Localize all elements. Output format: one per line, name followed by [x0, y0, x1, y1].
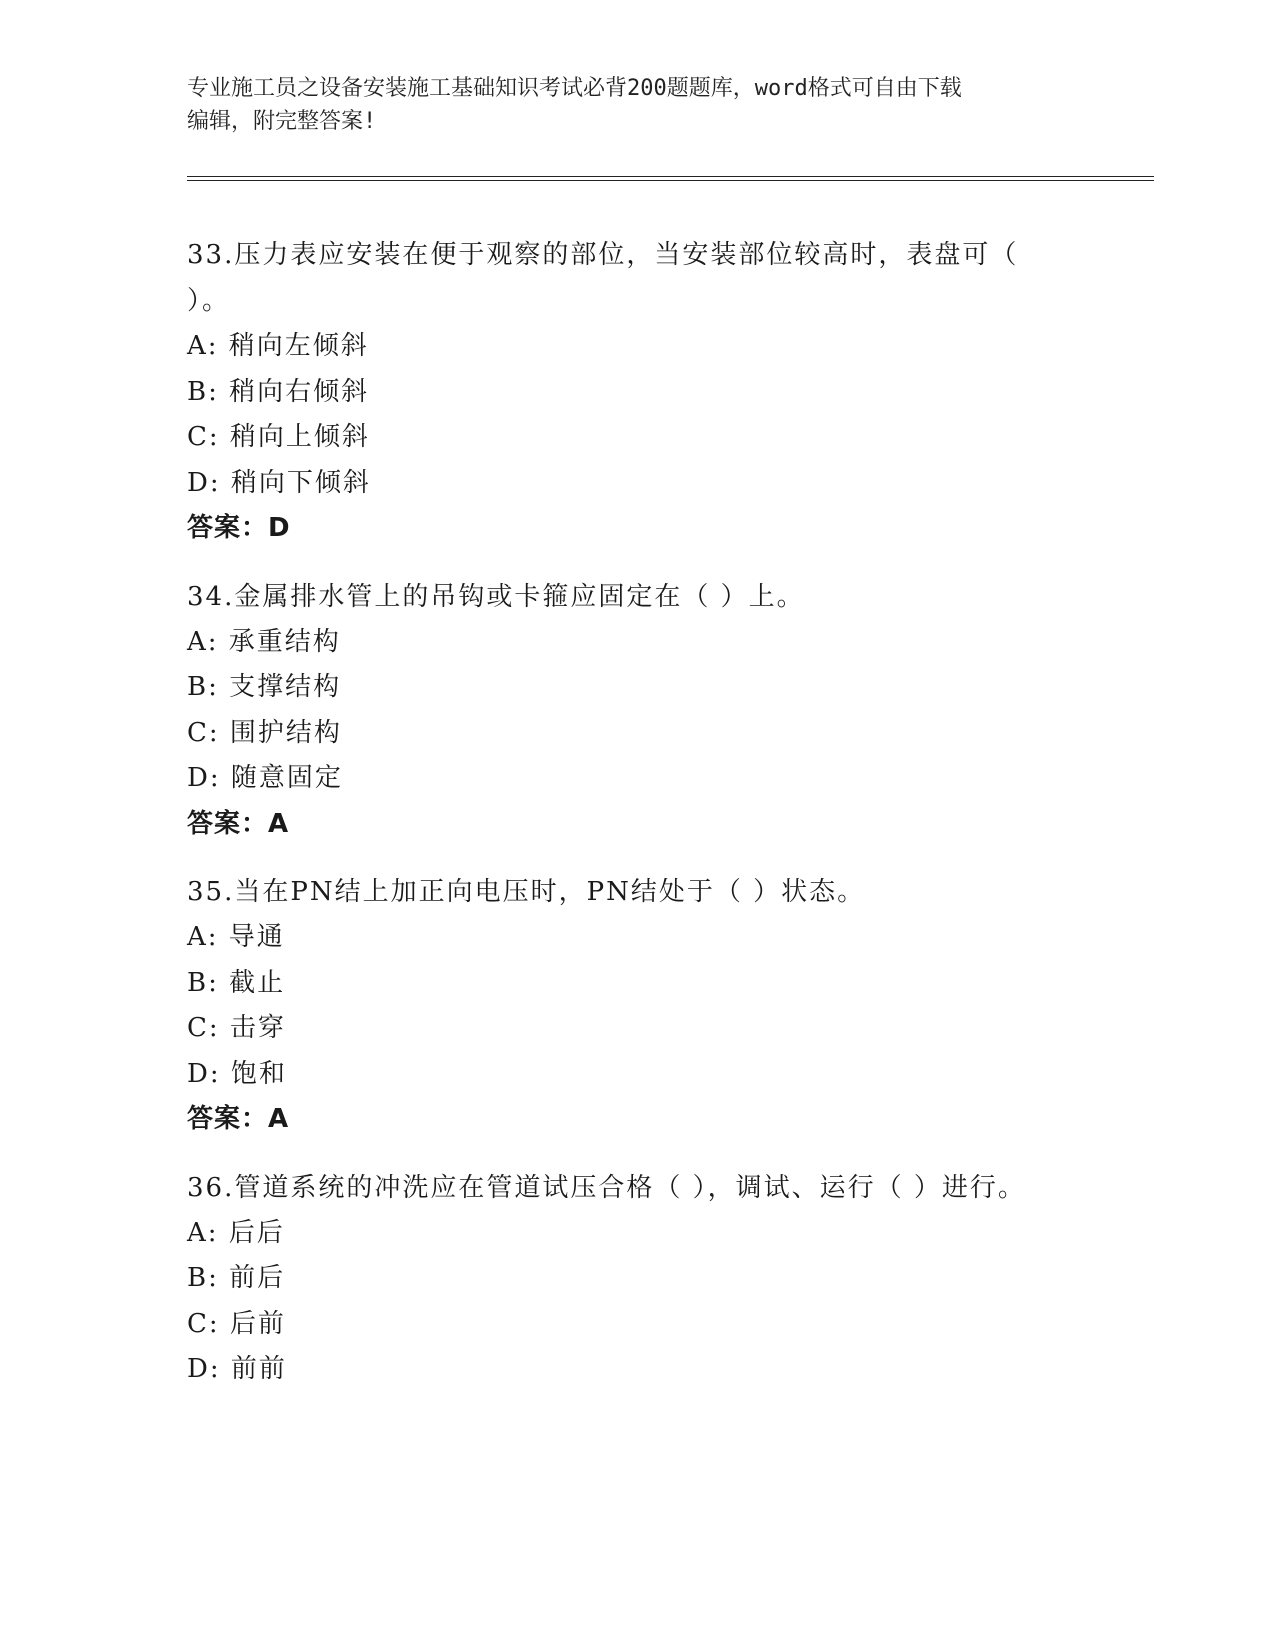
header-line-2: 编辑，附完整答案!	[187, 109, 377, 134]
question-stem: 34.金属排水管上的吊钩或卡箍应固定在（ ）上。	[187, 581, 805, 612]
option-b: B: 支撑结构	[187, 672, 342, 702]
option-a: A: 后后	[187, 1217, 285, 1248]
document-header	[187, 72, 1067, 138]
option-d: D: 稍向下倾斜	[187, 467, 371, 498]
question-list	[187, 232, 1107, 1415]
option-c: C: 稍向上倾斜	[187, 422, 370, 452]
option-b: B: 截止	[187, 967, 286, 998]
question-36	[187, 1165, 1107, 1393]
option-a: A: 稍向左倾斜	[187, 331, 369, 361]
question-33	[187, 232, 1107, 552]
option-d: D: 前前	[187, 1354, 287, 1384]
option-c: C: 围护结构	[187, 717, 342, 748]
header-line-1: 专业施工员之设备安装施工基础知识考试必背200题题库，word格式可自由下载	[187, 76, 962, 101]
answer: 答案：D	[187, 513, 291, 543]
answer: 答案：A	[187, 1104, 290, 1134]
option-b: B: 稍向右倾斜	[187, 376, 370, 407]
option-d: D: 饱和	[187, 1058, 287, 1089]
option-a: A: 承重结构	[187, 626, 341, 657]
option-c: C: 击穿	[187, 1013, 286, 1043]
question-stem: 36.管道系统的冲洗应在管道试压合格（ ），调试、运行（ ）进行。	[187, 1172, 1026, 1203]
question-stem-continued: ）。	[187, 286, 231, 316]
option-b: B: 前后	[187, 1263, 286, 1293]
question-35	[187, 869, 1107, 1143]
option-a: A: 导通	[187, 922, 285, 952]
option-d: D: 随意固定	[187, 763, 343, 793]
question-stem: 35.当在PN结上加正向电压时，PN结处于（ ）状态。	[187, 877, 866, 907]
option-c: C: 后前	[187, 1308, 286, 1339]
question-stem: 33.压力表应安装在便于观察的部位，当安装部位较高时，表盘可（	[187, 240, 1019, 270]
answer: 答案：A	[187, 808, 290, 839]
question-34	[187, 574, 1107, 848]
header-divider	[187, 176, 1154, 181]
